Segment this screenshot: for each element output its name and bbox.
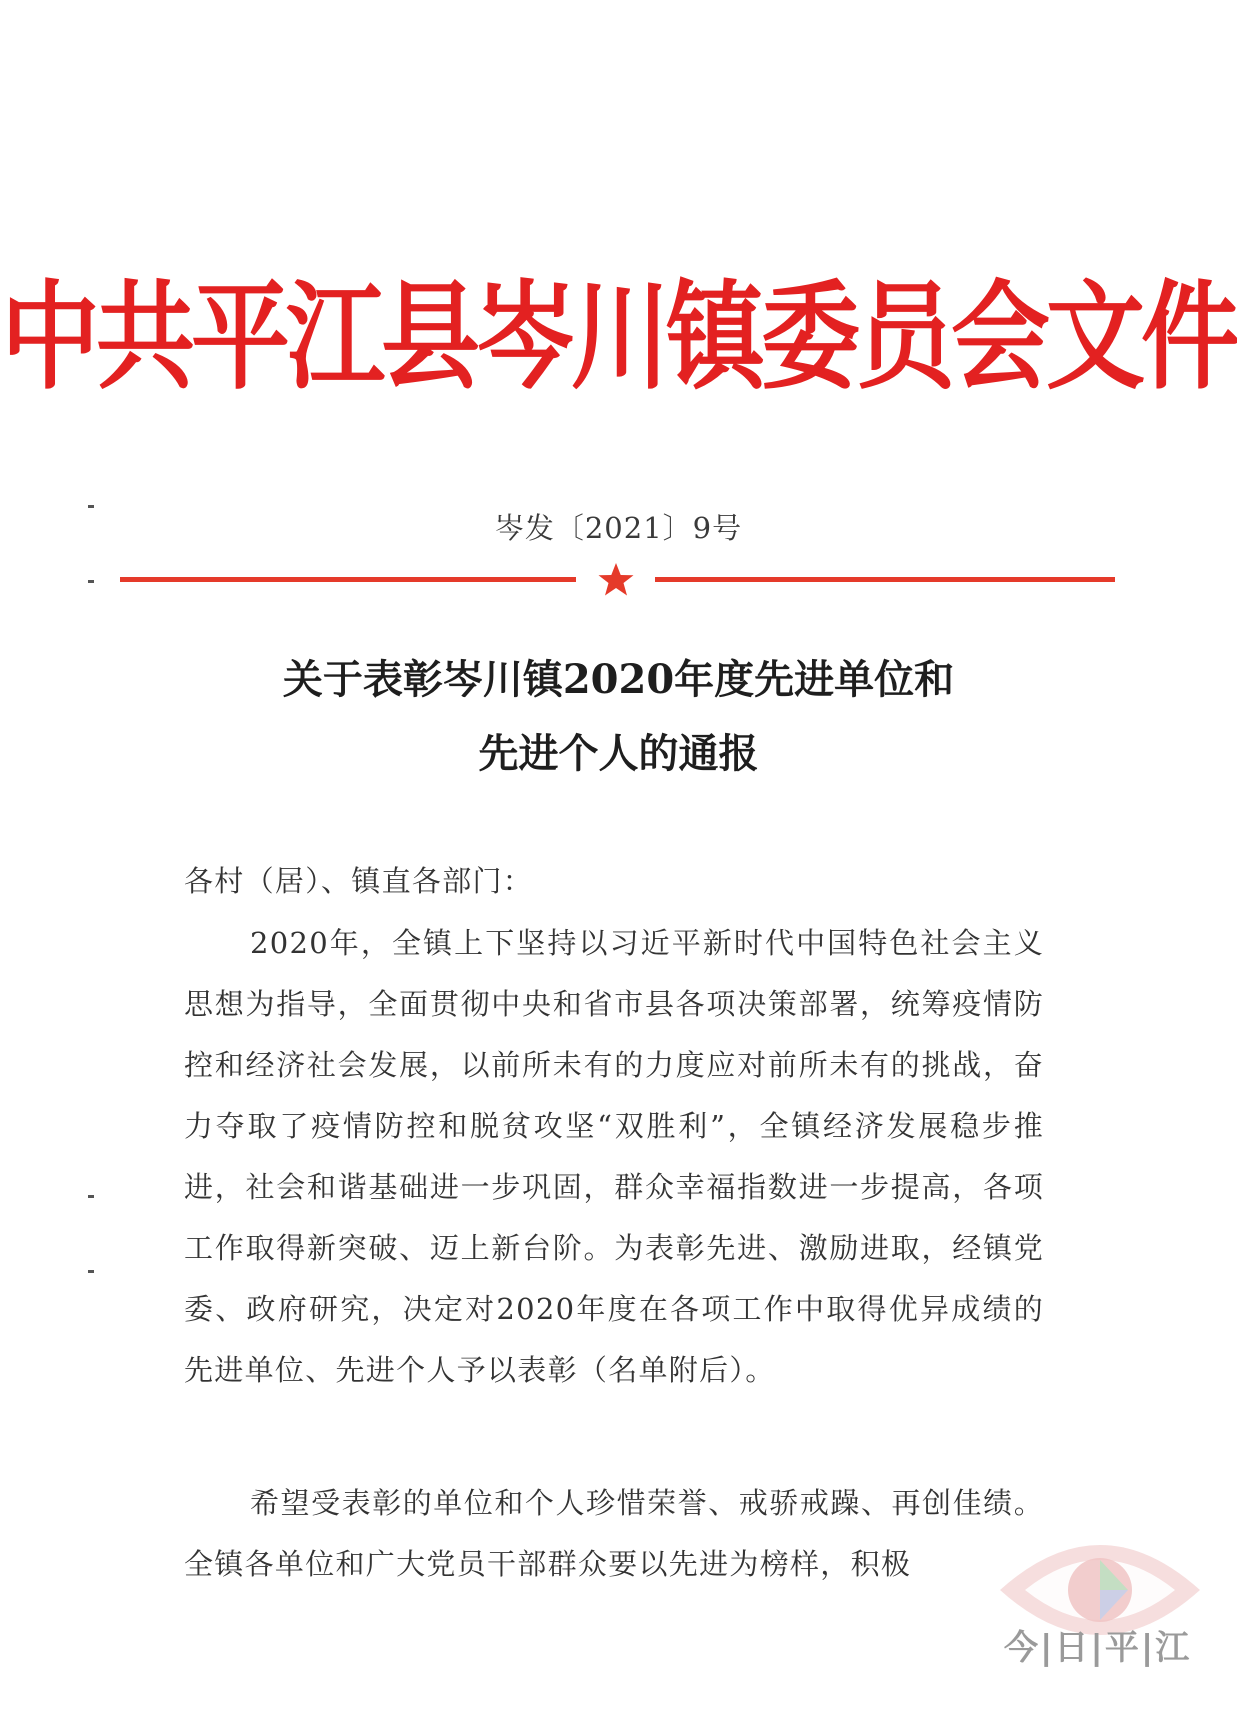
watermark-text: 今|日|平|江 [1004, 1628, 1192, 1668]
red-divider-right [655, 577, 1115, 582]
body-paragraph-1: 2020年，全镇上下坚持以习近平新时代中国特色社会主义思想为指导，全面贯彻中央和省市县各项决策部署，统筹疫情防控和经济社会发展，以前所未有的力度应对前所未有的挑战，奋力夺取了疫情防控和脱贫攻坚“双胜利”，全镇经济发展稳步推进，社会和谐基础进一步巩固，群众幸福指数进一步提高，各项工作取得新突破、迈上新台阶。为表彰先进、激励进取，经镇党委、政府研究，决定对2020年度在各项工作中取得优异成绩的先进单位、先进个人予以表彰（名单附后）。 [184, 926, 1044, 1387]
binding-mark [88, 580, 94, 583]
salutation: 各村（居）、镇直各部门： [184, 864, 534, 898]
notice-title-line2: 先进个人的通报 [478, 730, 759, 777]
eye-logo-icon [990, 1505, 1210, 1705]
document-header-title: 中共平江县岑川镇委员会文件 [1, 270, 1236, 407]
red-divider-left [120, 577, 576, 582]
binding-mark [88, 1195, 94, 1198]
notice-title-line1: 关于表彰岑川镇2020年度先进单位和 [282, 656, 955, 703]
red-star-icon [596, 560, 636, 600]
binding-mark [88, 1270, 94, 1273]
document-number: 岑发〔2021〕9号 [494, 511, 743, 545]
body-paragraph-2: 希望受表彰的单位和个人珍惜荣誉、戒骄戒躁、再创佳绩。全镇各单位和广大党员干部群众要以先进为榜样，积极 [184, 1486, 1044, 1581]
binding-mark [88, 505, 94, 508]
